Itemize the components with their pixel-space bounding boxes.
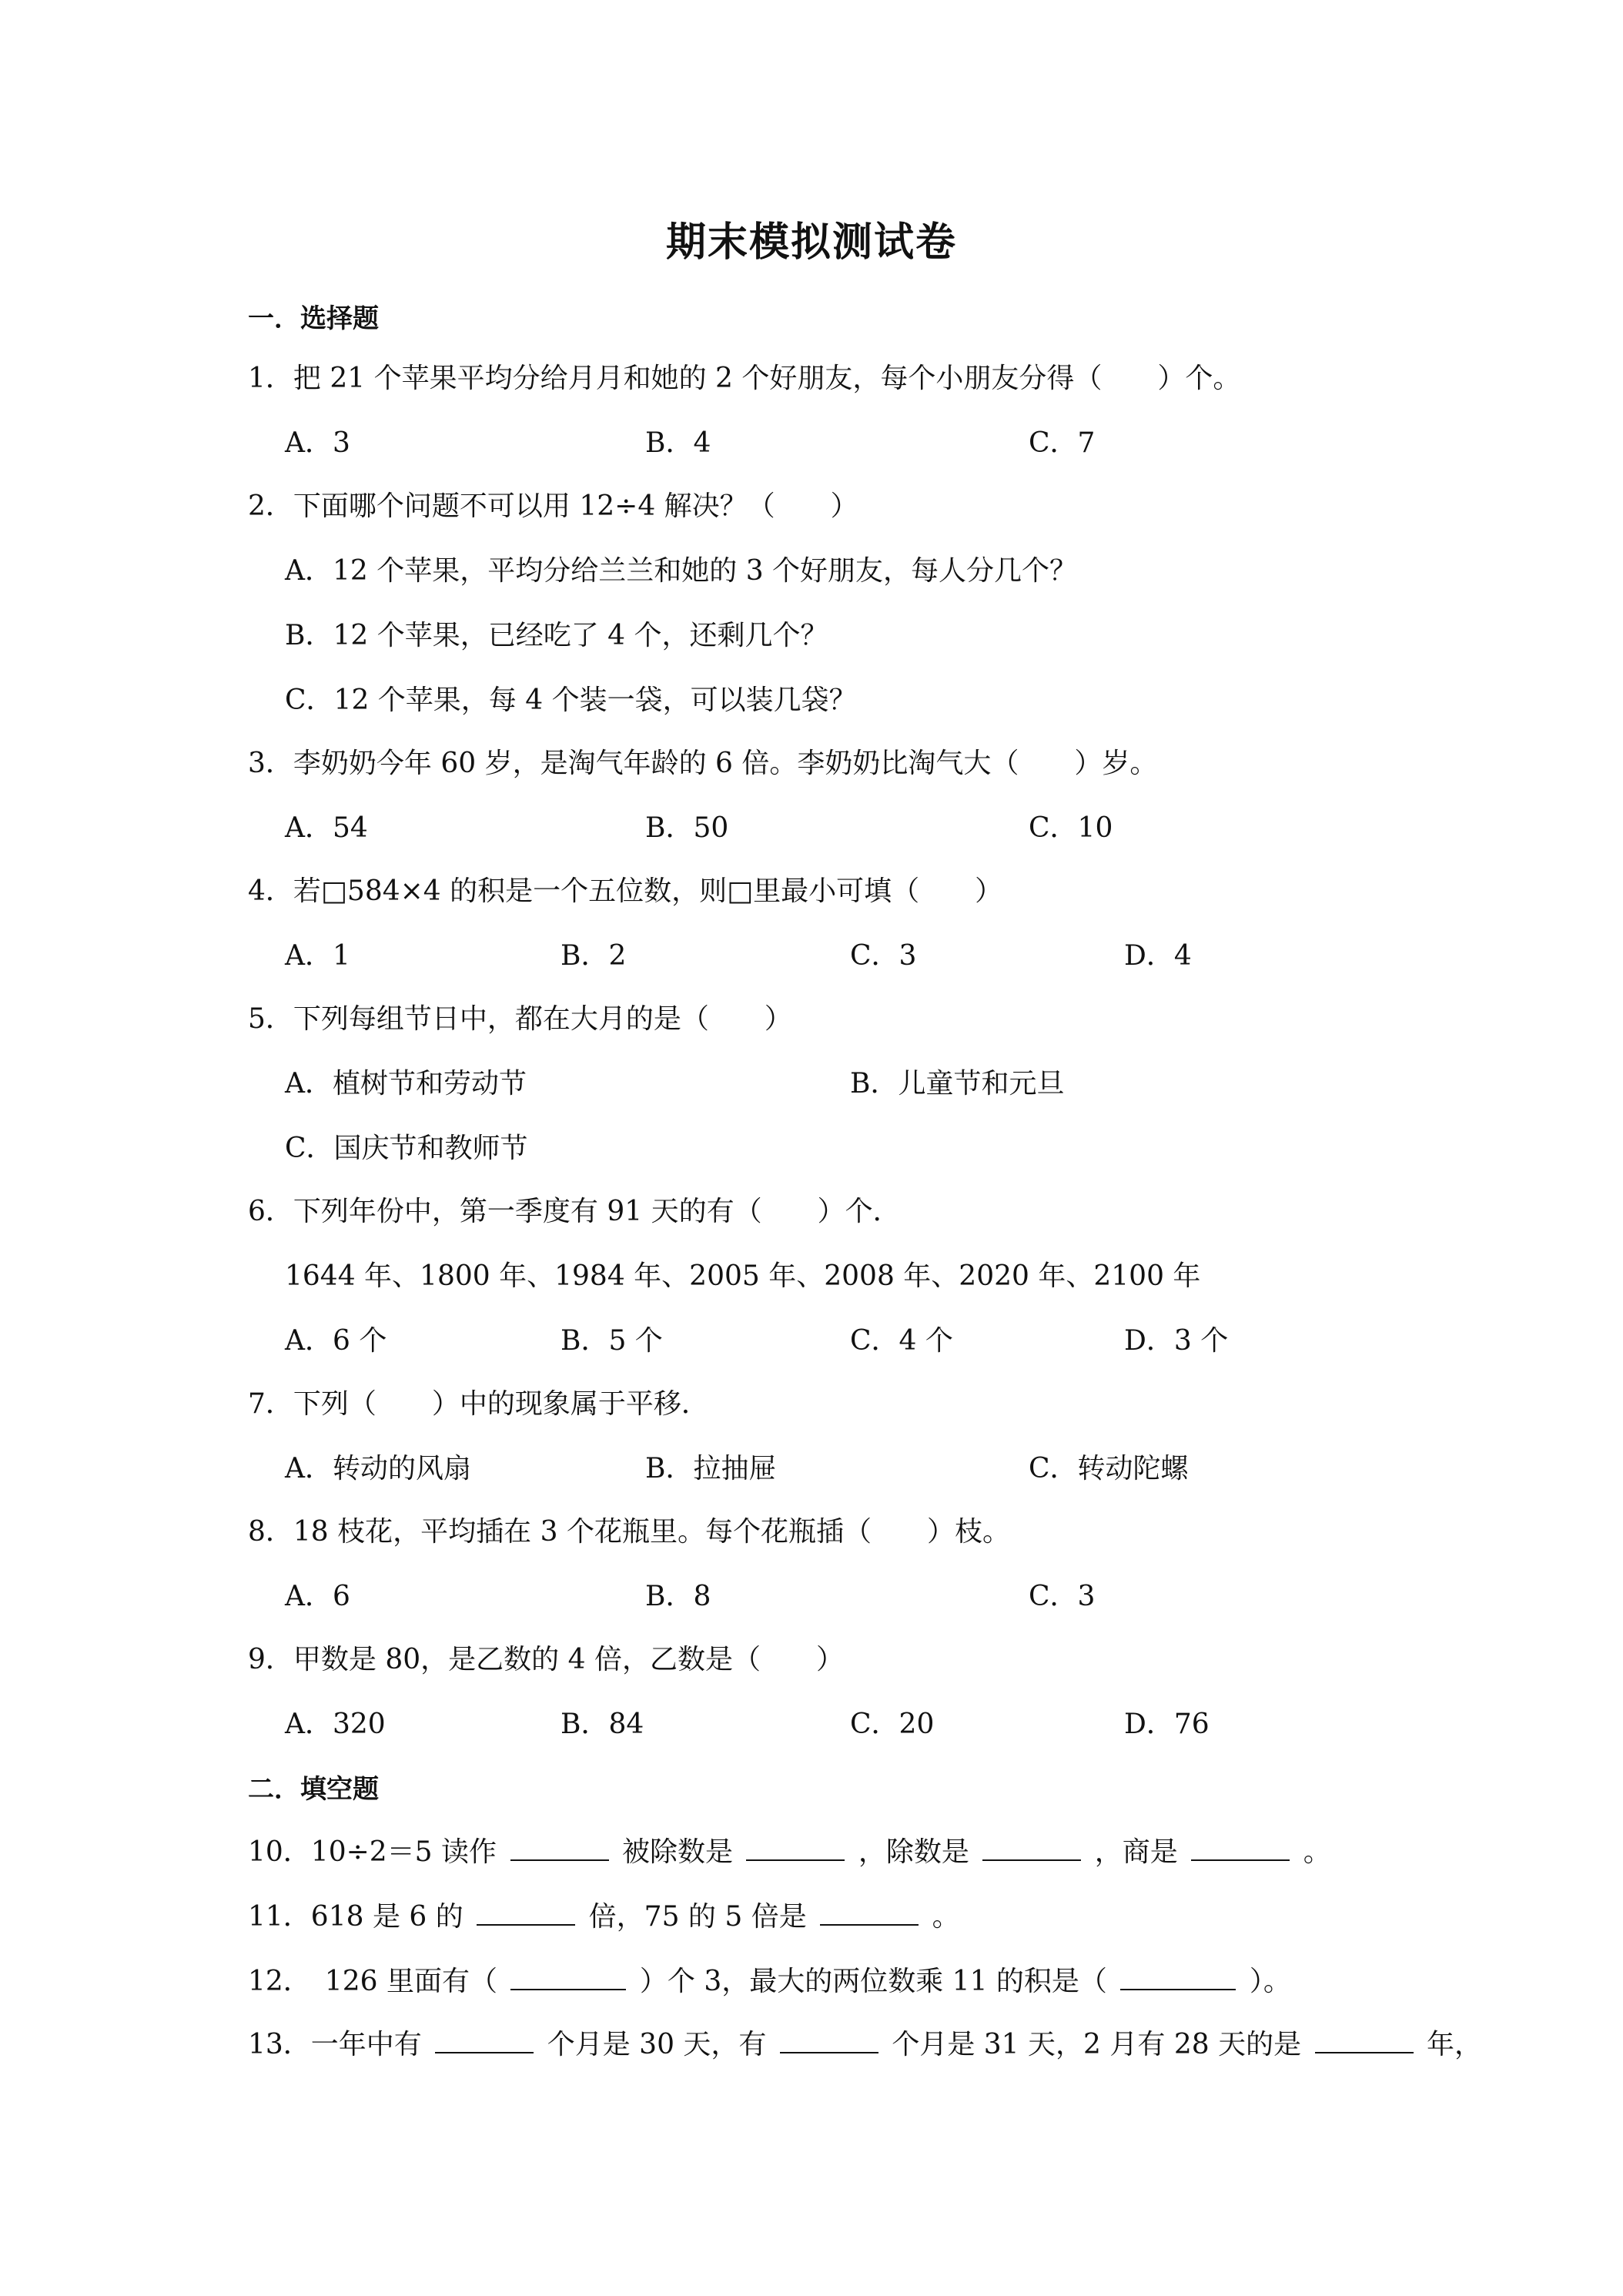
q7-option-a: A．转动的风扇 <box>285 1453 471 1484</box>
question-7: 7．下列（ ）中的现象属于平移． <box>248 1388 709 1420</box>
q11-part-2: 倍，75 的 5 倍是 <box>588 1901 807 1933</box>
question-6: 6．下列年份中，第一季度有 91 天的有（ ）个． <box>248 1196 901 1227</box>
question-10 <box>248 1836 1331 1869</box>
q3-option-a: A．54 <box>285 812 368 844</box>
q10-part-1: 10．10÷2＝5 读作 <box>248 1836 497 1868</box>
question-12 <box>248 1965 1291 1999</box>
q4-option-c: C．3 <box>850 940 917 972</box>
question-2: 2．下面哪个问题不可以用 12÷4 解决？（ ） <box>248 490 858 522</box>
q5-option-c: C．国庆节和教师节 <box>285 1133 528 1164</box>
q12-blank-1[interactable] <box>510 1966 626 1990</box>
q13-blank-2[interactable] <box>780 2029 878 2053</box>
question-1: 1．把 21 个苹果平均分给月月和她的 2 个好朋友，每个小朋友分得（ ）个。 <box>248 363 1241 394</box>
q11-part-1: 11．618 是 6 的 <box>248 1901 463 1933</box>
question-5: 5．下列每组节日中，都在大月的是（ ） <box>248 1003 792 1035</box>
q13-part-1: 13．一年中有 <box>248 2029 422 2060</box>
q8-option-c: C．3 <box>1029 1581 1096 1612</box>
q3-option-c: C．10 <box>1029 812 1113 844</box>
q4-option-a: A．1 <box>285 940 350 972</box>
question-11 <box>248 1900 960 1934</box>
q6-years: 1644 年、1800 年、1984 年、2005 年、2008 年、2020 年、2100 年 <box>285 1260 1201 1292</box>
q6-option-b: B．5 个 <box>561 1325 663 1357</box>
q2-option-a: A．12 个苹果，平均分给兰兰和她的 3 个好朋友，每人分几个？ <box>285 555 1078 587</box>
q13-part-2: 个月是 30 天，有 <box>547 2029 767 2060</box>
q10-blank-dividend[interactable] <box>746 1836 845 1861</box>
q2-option-c: C．12 个苹果，每 4 个装一袋，可以装几袋？ <box>285 684 857 716</box>
q10-blank-divisor[interactable] <box>982 1836 1081 1861</box>
q9-option-b: B．84 <box>561 1709 644 1740</box>
q12-part-2: ）个 3，最大的两位数乘 11 的积是（ <box>639 1966 1107 1997</box>
q9-option-a: A．320 <box>285 1709 386 1740</box>
q9-option-c: C．20 <box>850 1709 935 1740</box>
q10-blank-reading[interactable] <box>510 1836 609 1861</box>
q1-option-b: B．4 <box>645 427 711 459</box>
q7-option-c: C．转动陀螺 <box>1029 1453 1189 1484</box>
q4-option-d: D．4 <box>1124 940 1192 972</box>
q6-option-a: A．6 个 <box>285 1325 387 1357</box>
q12-part-1: 12． 126 里面有（ <box>248 1966 497 1997</box>
q5-option-a: A．植树节和劳动节 <box>285 1068 527 1099</box>
q6-option-c: C．4 个 <box>850 1325 953 1357</box>
q10-part-3: ，除数是 <box>858 1836 969 1868</box>
q10-part-5: 。 <box>1303 1836 1331 1868</box>
q13-part-3: 个月是 31 天，2 月有 28 天的是 <box>892 2029 1302 2060</box>
question-13 <box>248 2028 1482 2062</box>
q12-blank-2[interactable] <box>1120 1966 1236 1990</box>
q8-option-b: B．8 <box>645 1581 711 1612</box>
section-heading-fill: 二．填空题 <box>248 1774 379 1805</box>
q8-option-a: A．6 <box>285 1581 350 1612</box>
q12-part-3: ）。 <box>1249 1966 1291 1997</box>
question-9: 9．甲数是 80，是乙数的 4 倍，乙数是（ ） <box>248 1644 844 1675</box>
q10-blank-quotient[interactable] <box>1191 1836 1290 1861</box>
q4-option-b: B．2 <box>561 940 627 972</box>
q2-option-b: B．12 个苹果，已经吃了 4 个，还剩几个？ <box>285 620 828 651</box>
q10-part-4: ，商是 <box>1094 1836 1178 1868</box>
question-4: 4．若□584×4 的积是一个五位数，则□里最小可填（ ） <box>248 875 1003 907</box>
q13-blank-1[interactable] <box>435 2029 534 2053</box>
q11-blank-1[interactable] <box>477 1901 575 1926</box>
q13-blank-3[interactable] <box>1315 2029 1414 2053</box>
q11-blank-2[interactable] <box>820 1901 919 1926</box>
question-8: 8．18 枝花，平均插在 3 个花瓶里。每个花瓶插（ ）枝。 <box>248 1516 1010 1548</box>
q11-part-3: 。 <box>932 1901 960 1933</box>
q1-option-c: C．7 <box>1029 427 1096 459</box>
q7-option-b: B．拉抽屉 <box>645 1453 777 1484</box>
q9-option-d: D．76 <box>1124 1709 1210 1740</box>
q6-option-d: D．3 个 <box>1124 1325 1229 1357</box>
page-title: 期末模拟测试卷 <box>665 219 957 266</box>
q1-option-a: A．3 <box>285 427 350 459</box>
q10-part-2: 被除数是 <box>621 1836 733 1868</box>
q3-option-b: B．50 <box>645 812 729 844</box>
q5-option-b: B．儿童节和元旦 <box>850 1068 1065 1099</box>
section-heading-choice: 一．选择题 <box>248 303 379 334</box>
question-3: 3．李奶奶今年 60 岁，是淘气年龄的 6 倍。李奶奶比淘气大（ ）岁。 <box>248 748 1158 779</box>
q13-part-4: 年， <box>1426 2029 1482 2060</box>
